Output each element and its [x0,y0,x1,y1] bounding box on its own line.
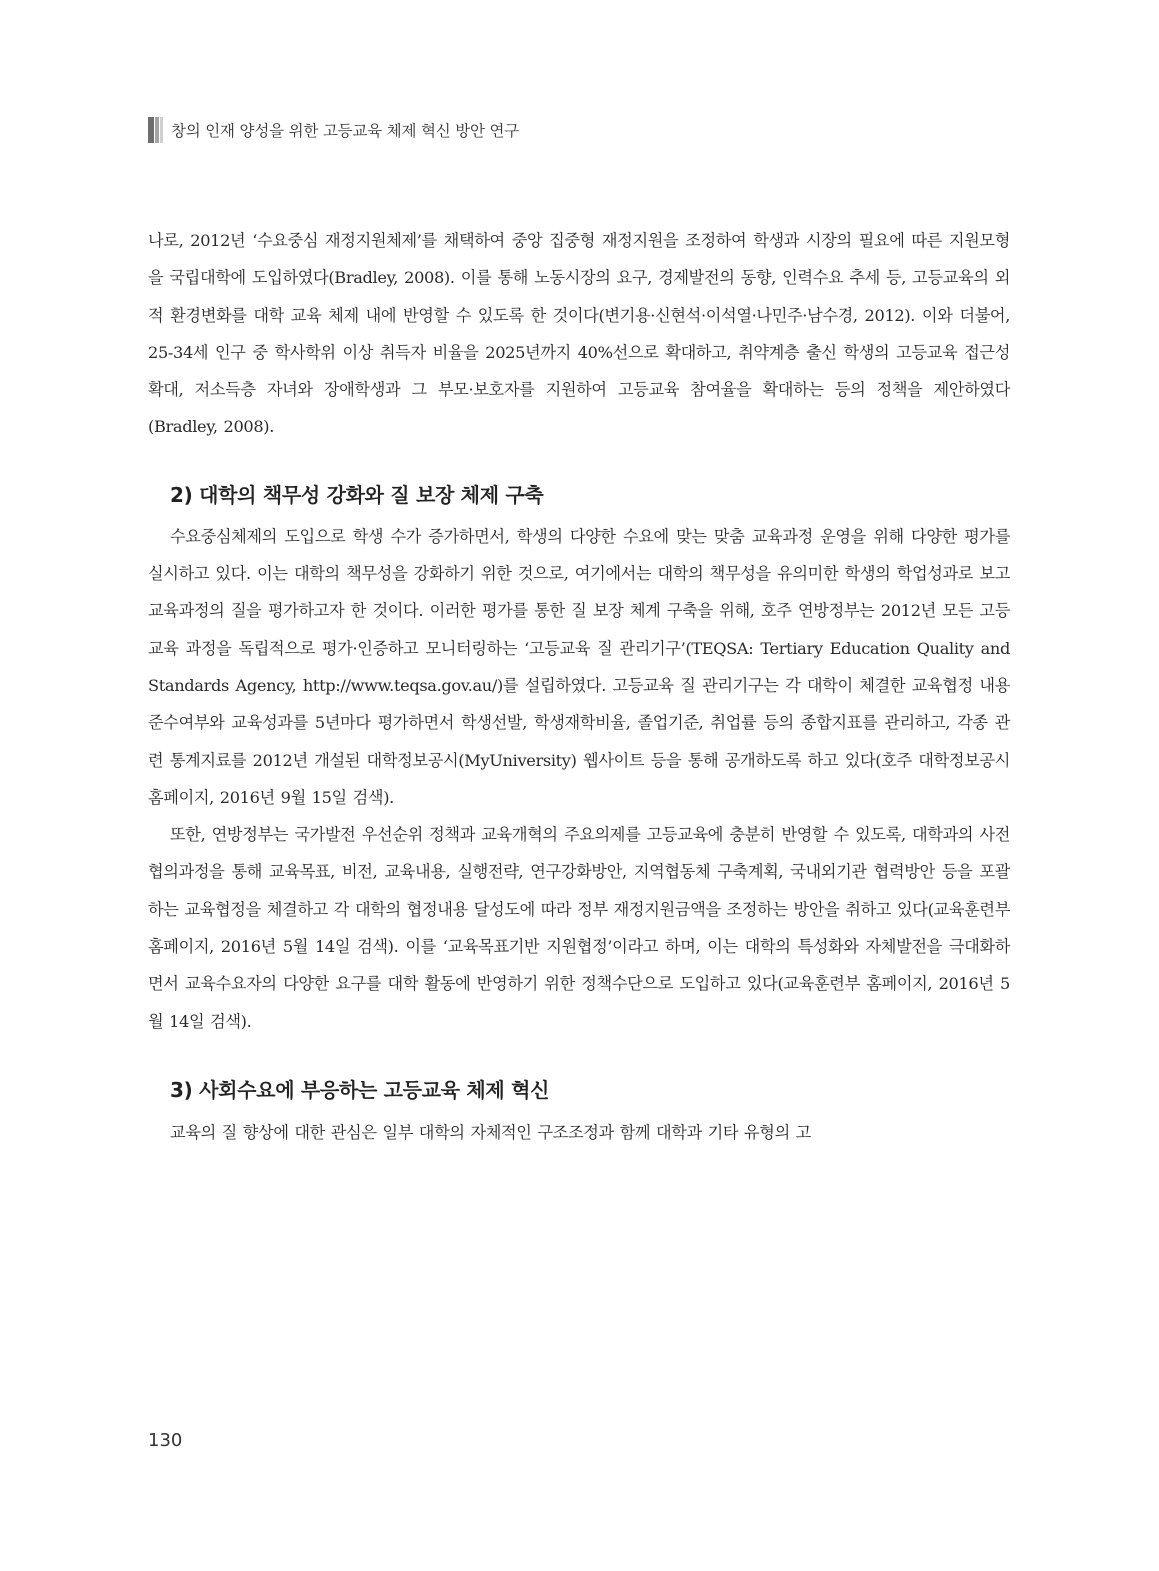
running-header-title: 창의 인재 양성을 위한 고등교육 체제 혁신 방안 연구 [171,122,520,140]
page-body [148,222,1010,1151]
body-paragraph: 수요중심체제의 도입으로 학생 수가 증가하면서, 학생의 다양한 수요에 맞는 맞춤 교육과정 운영을 위해 다양한 평가를 실시하고 있다. 이는 대학의 책무성을 강화하기 위한 것으로, 여기에서는 대학의 책무성을 유의미한 학생의 학업성과로 보고 교육과정의 질을 평가하고자 한 것이다. 이러한 평가를 통한 질 보장 체계 구축을 위해, 호주 연방정부는 2012년 모든 고등교육 과정을 독립적으로 평가·인증하고 모니터링하는 ‘고등교육 질 관리기구’(TEQSA: Tertiary Education Quality and Standards Agency, http://www.teqsa.gov.au/)를 설립하였다. 고등교육 질 관리기구는 각 대학이 체결한 교육협정 내용 준수여부와 교육성과를 5년마다 평가하면서 학생선발, 학생재학비율, 졸업기준, 취업률 등의 종합지표를 관리하고, 각종 관련 통계지료를 2012년 개설된 대학정보공시(MyUniversity) 웹사이트 등을 통해 공개하도록 하고 있다(호주 대학정보공시 홈페이지, 2016년 9월 15일 검색). [148,526,1010,807]
header-bar [148,117,154,143]
section-heading: 3) 사회수요에 부응하는 고등교육 체제 혁신 [170,1077,550,1102]
header-bar [160,117,163,143]
body-paragraph: 교육의 질 향상에 대한 관심은 일부 대학의 자체적인 구조조정과 함께 대학과 기타 유형의 고 [170,1122,811,1142]
header-bar [155,117,159,143]
running-header [148,116,519,144]
header-bars-decoration [148,117,163,143]
body-paragraph: 또한, 연방정부는 국가발전 우선순위 정책과 교육개혁의 주요의제를 고등교육에 충분히 반영할 수 있도록, 대학과의 사전 협의과정을 통해 교육목표, 비전, 교육내용, 실행전략, 연구강화방안, 지역협동체 구축계획, 국내외기관 협력방안 등을 포괄하는 교육협정을 체결하고 각 대학의 협정내용 달성도에 따라 정부 재정지원금액을 조정하는 방안을 취하고 있다(교육훈련부 홈페이지, 2016년 5월 14일 검색). 이를 ‘교육목표기반 지원협정’이라고 하며, 이는 대학의 특성화와 자체발전을 극대화하면서 교육수요자의 다양한 요구를 대학 활동에 반영하기 위한 정책수단으로 도입하고 있다(교육훈련부 홈페이지, 2016년 5월 14일 검색). [148,825,1010,1031]
page-number: 130 [148,1430,183,1451]
section-heading: 2) 대학의 책무성 강화와 질 보장 체제 구축 [170,482,544,507]
body-paragraph: 나로, 2012년 ‘수요중심 재정지원체제’를 채택하여 중앙 집중형 재정지원을 조정하여 학생과 시장의 필요에 따른 지원모형을 국립대학에 도입하였다(Bradley, 2008). 이를 통해 노동시장의 요구, 경제발전의 동향, 인력수요 추세 등, 고등교육의 외적 환경변화를 대학 교육 체제 내에 반영할 수 있도록 한 것이다(변기용·신현석·이석열·나민주·남수경, 2012). 이와 더불어, 25-34세 인구 중 학사학위 이상 취득자 비율을 2025년까지 40%선으로 확대하고, 취약계층 출신 학생의 고등교육 접근성 확대, 저소득층 자녀와 장애학생과 그 부모·보호자를 지원하여 고등교육 참여율을 확대하는 등의 정책을 제안하였다(Bradley, 2008). [148,231,1010,437]
